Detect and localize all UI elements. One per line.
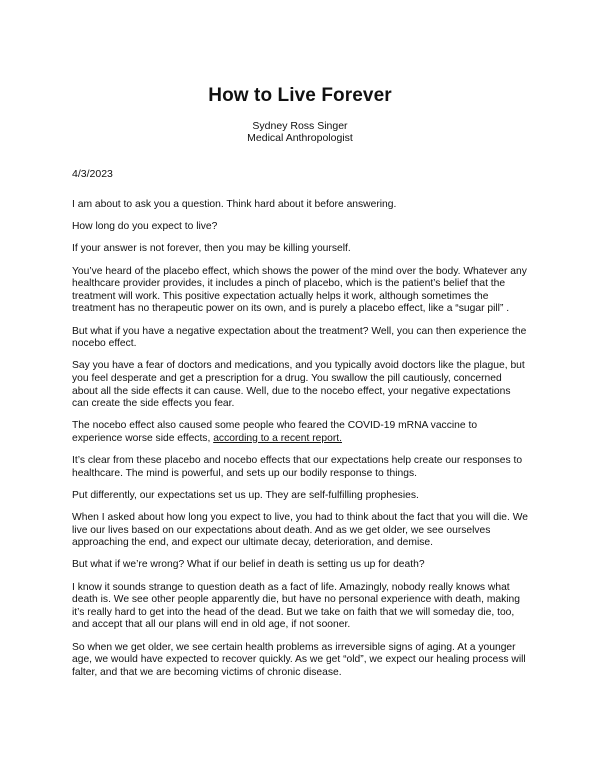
paragraph: How long do you expect to live?	[72, 221, 218, 233]
author-affiliation: Medical Anthropologist	[247, 132, 353, 144]
paragraph: So when we get older, we see certain health problems as irreversible signs of aging. At a younger age, we would have expected to recover quickly. As we get “old”, we expect our healing process will falter, and that we are becoming victims of chronic disease.	[72, 641, 526, 678]
paragraph: Say you have a fear of doctors and medications, and you typically avoid doctors like the plague, but you feel desperate and get a prescription for a drug. You swallow the pill cautiously, concerned about all the side effects it can cause. Well, due to the nocebo effect, your negative expectations can create the side effects you fear.	[72, 360, 525, 410]
paragraph: But what if we’re wrong? What if our belief in death is setting us up for death?	[72, 559, 425, 571]
paragraph: Put differently, our expectations set us up. They are self-fulfilling prophesies.	[72, 489, 419, 501]
paragraph: I know it sounds strange to question death as a fact of life. Amazingly, nobody really knows what death is. We see other people apparently die, but have no personal experience with death, making it’s really hard to get into the head of the dead. But we take on faith that we will someday die, too, and accept that all our plans will end in old age, if not sooner.	[72, 581, 521, 631]
author-name: Sydney Ross Singer	[252, 120, 348, 132]
paragraph: I am about to ask you a question. Think hard about it before answering.	[72, 199, 397, 210]
document-date: 4/3/2023	[72, 168, 113, 180]
paragraph: When I asked about how long you expect to live, you had to think about the fact that you will die. We live our lives based on our expectations about death. And as we get older, we see ourselves approaching the end, and expect our ultimate decay, deterioration, and demise.	[72, 512, 529, 549]
paragraph: But what if you have a negative expectation about the treatment? Well, you can then experience the nocebo effect.	[72, 325, 527, 350]
document-title: How to Live Forever	[208, 85, 392, 106]
paragraph: If your answer is not forever, then you may be killing yourself.	[72, 243, 351, 255]
paragraph-text: The nocebo effect also caused some people who feared the COVID-19 mRNA vaccine to experience worse side effects,	[72, 420, 478, 444]
paragraph: You’ve heard of the placebo effect, which shows the power of the mind over the body. Whatever any healthcare provider provides, it includes a pinch of placebo, which is the patient’s belief that the treatment will work. This positive expectation actually helps it work, although sometimes the treatment has no therapeutic power on its own, and is purely a placebo effect, like a “sugar pill” .	[72, 265, 527, 315]
document-body	[72, 199, 528, 689]
paragraph: It’s clear from these placebo and nocebo effects that our expectations help create our responses to healthcare. The mind is powerful, and sets up our bodily response to things.	[72, 455, 523, 479]
report-link[interactable]: according to a recent report.	[213, 432, 342, 444]
paragraph-with-link	[72, 420, 528, 445]
